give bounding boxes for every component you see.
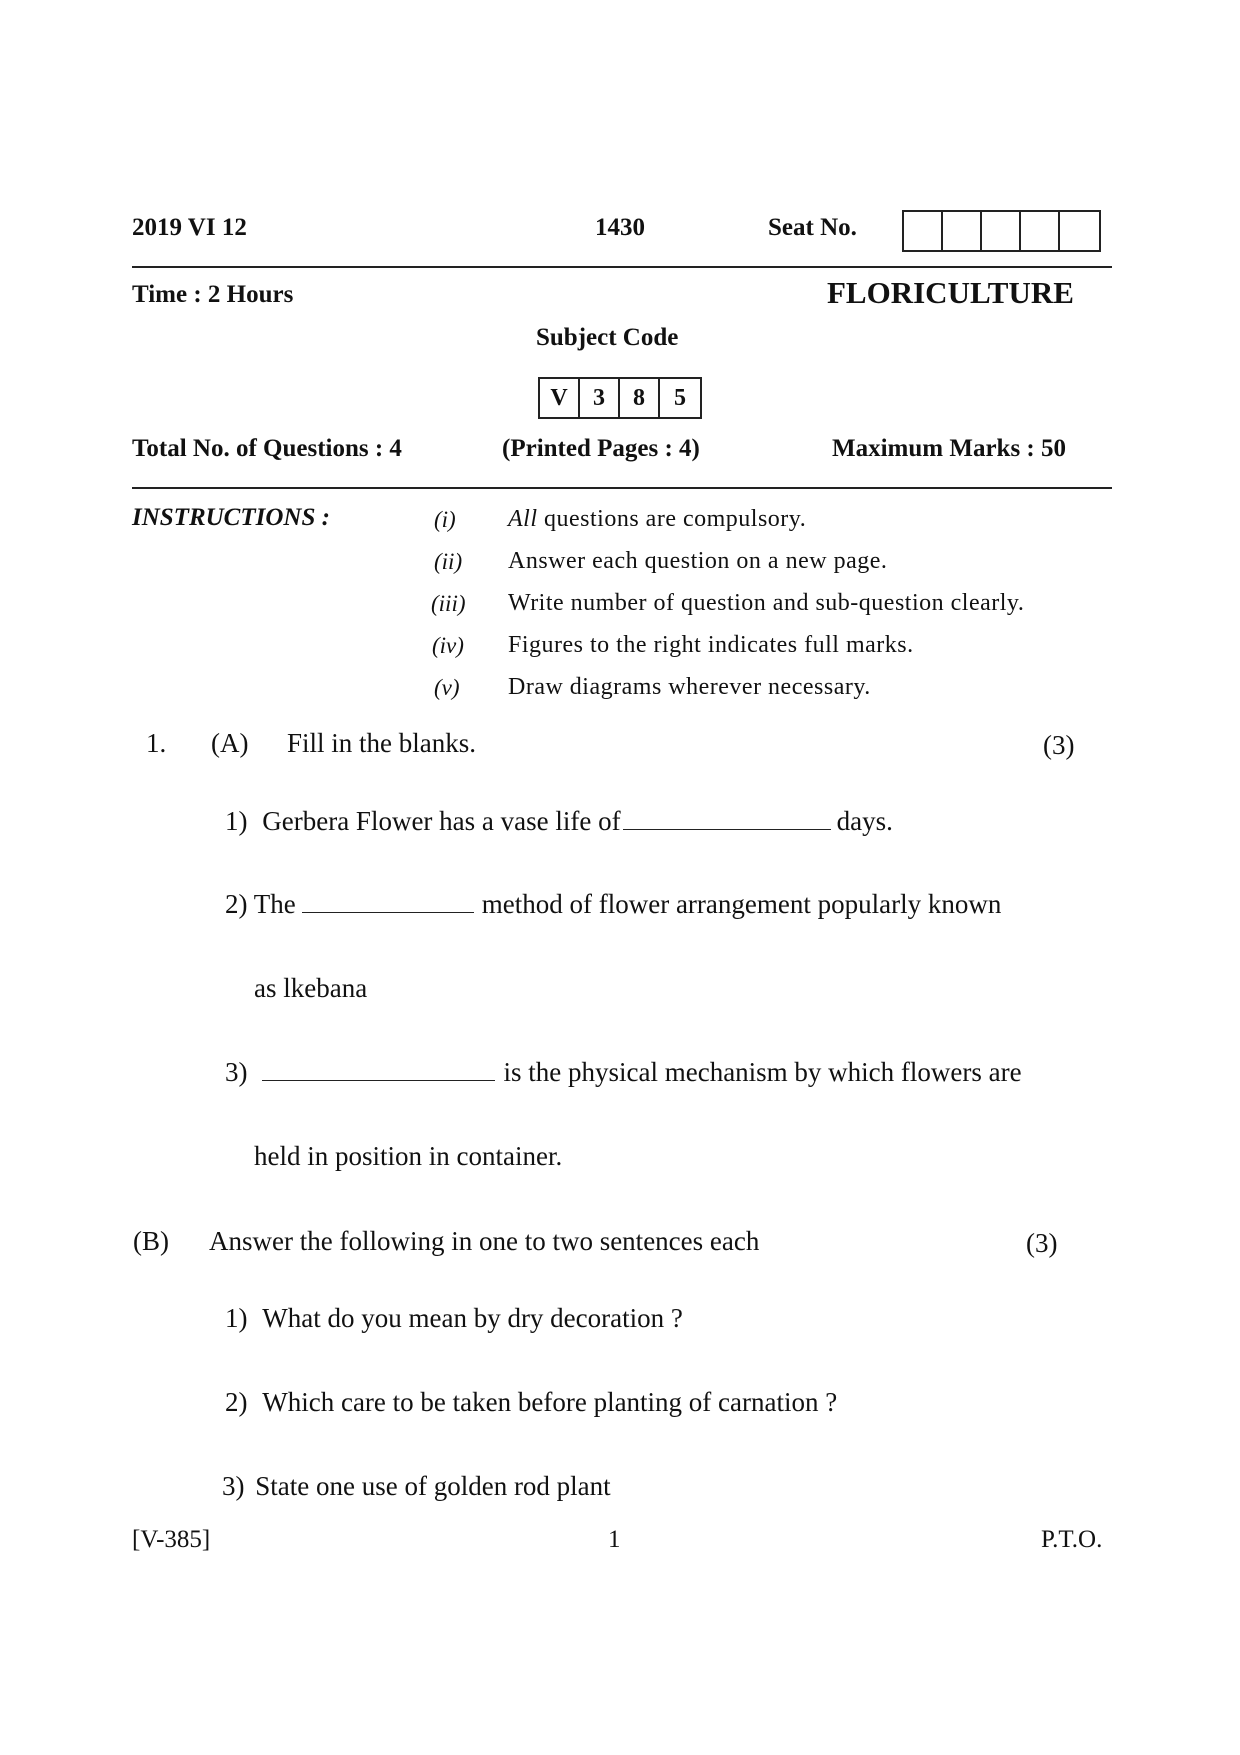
time-allowed: Time : 2 Hours [132, 281, 294, 308]
question-number: 1. [146, 728, 167, 758]
instruction-item: All questions are compulsory. [508, 506, 807, 532]
maximum-marks: Maximum Marks : 50 [832, 435, 1066, 462]
fill-blank-item: 1) Gerbera Flower has a vase life of days. [225, 806, 893, 836]
total-questions: Total No. of Questions : 4 [132, 435, 402, 462]
instructions-label: INSTRUCTIONS : [132, 504, 330, 531]
instruction-item: Draw diagrams wherever necessary. [508, 674, 871, 700]
subject-code-char: 8 [620, 379, 660, 417]
item-number: 1) [225, 1303, 248, 1333]
seat-label: Seat No. [768, 214, 857, 241]
item-number: 2) [225, 1387, 248, 1417]
header-rule-top [132, 266, 1112, 268]
subject-code-char: 5 [674, 384, 686, 411]
page-number: 1 [608, 1526, 621, 1553]
answer-blank[interactable] [623, 807, 831, 830]
part-b-marks: (3) [1026, 1228, 1058, 1258]
short-answer-item: 1) What do you mean by dry decoration ? [225, 1303, 683, 1333]
part-b-title: Answer the following in one to two sentences each [209, 1226, 760, 1256]
fill-blank-item: 2) The method of flower arrangement popularly known [225, 889, 1002, 919]
fill-blank-item: 3) is the physical mechanism by which flowers are [225, 1057, 1022, 1087]
part-a-label: (A) [211, 728, 249, 758]
seat-box[interactable] [982, 212, 1021, 250]
short-answer-item: 2) Which care to be taken before planting of carnation ? [225, 1387, 838, 1417]
seat-box[interactable] [1021, 212, 1060, 250]
seat-box[interactable] [943, 212, 982, 250]
item-number: 2) [225, 889, 248, 919]
subject-code-boxes [538, 377, 702, 419]
short-answer-item: 3) State one use of golden rod plant [222, 1471, 611, 1501]
fill-blank-continuation: as lkebana [254, 973, 368, 1003]
pto-label: P.T.O. [1041, 1526, 1103, 1553]
fill-blank-continuation: held in position in container. [254, 1141, 563, 1171]
subject-code-char: V [540, 379, 580, 417]
part-b-label: (B) [133, 1226, 169, 1256]
part-a-title: Fill in the blanks. [287, 728, 476, 758]
instruction-number: (iii) [431, 591, 466, 616]
seat-box[interactable] [904, 212, 943, 250]
part-a-marks: (3) [1043, 730, 1075, 760]
instruction-item: Figures to the right indicates full marks. [508, 632, 914, 658]
item-number: 1) [225, 806, 248, 836]
printed-pages: (Printed Pages : 4) [502, 435, 700, 462]
instruction-item: Answer each question on a new page. [508, 548, 888, 574]
instruction-number: (ii) [434, 549, 463, 574]
instruction-number: (iv) [432, 633, 464, 658]
footer-code: [V-385] [132, 1526, 211, 1553]
item-number: 3) [222, 1471, 245, 1501]
answer-blank[interactable] [302, 890, 474, 913]
subject-title: FLORICULTURE [827, 275, 1074, 310]
item-number: 3) [225, 1057, 248, 1087]
instruction-number: (v) [434, 675, 460, 700]
paper-number: 1430 [595, 214, 645, 241]
subject-code-char: 3 [580, 379, 620, 417]
answer-blank[interactable] [262, 1058, 495, 1081]
seat-number-boxes[interactable] [902, 210, 1101, 252]
header-rule-bottom [132, 487, 1112, 489]
seat-box[interactable] [1060, 212, 1099, 250]
instruction-item: Write number of question and sub-question clearly. [508, 590, 1025, 616]
subject-code-label: Subject Code [536, 324, 679, 351]
instruction-number: (i) [434, 507, 456, 532]
exam-code: 2019 VI 12 [132, 214, 247, 241]
